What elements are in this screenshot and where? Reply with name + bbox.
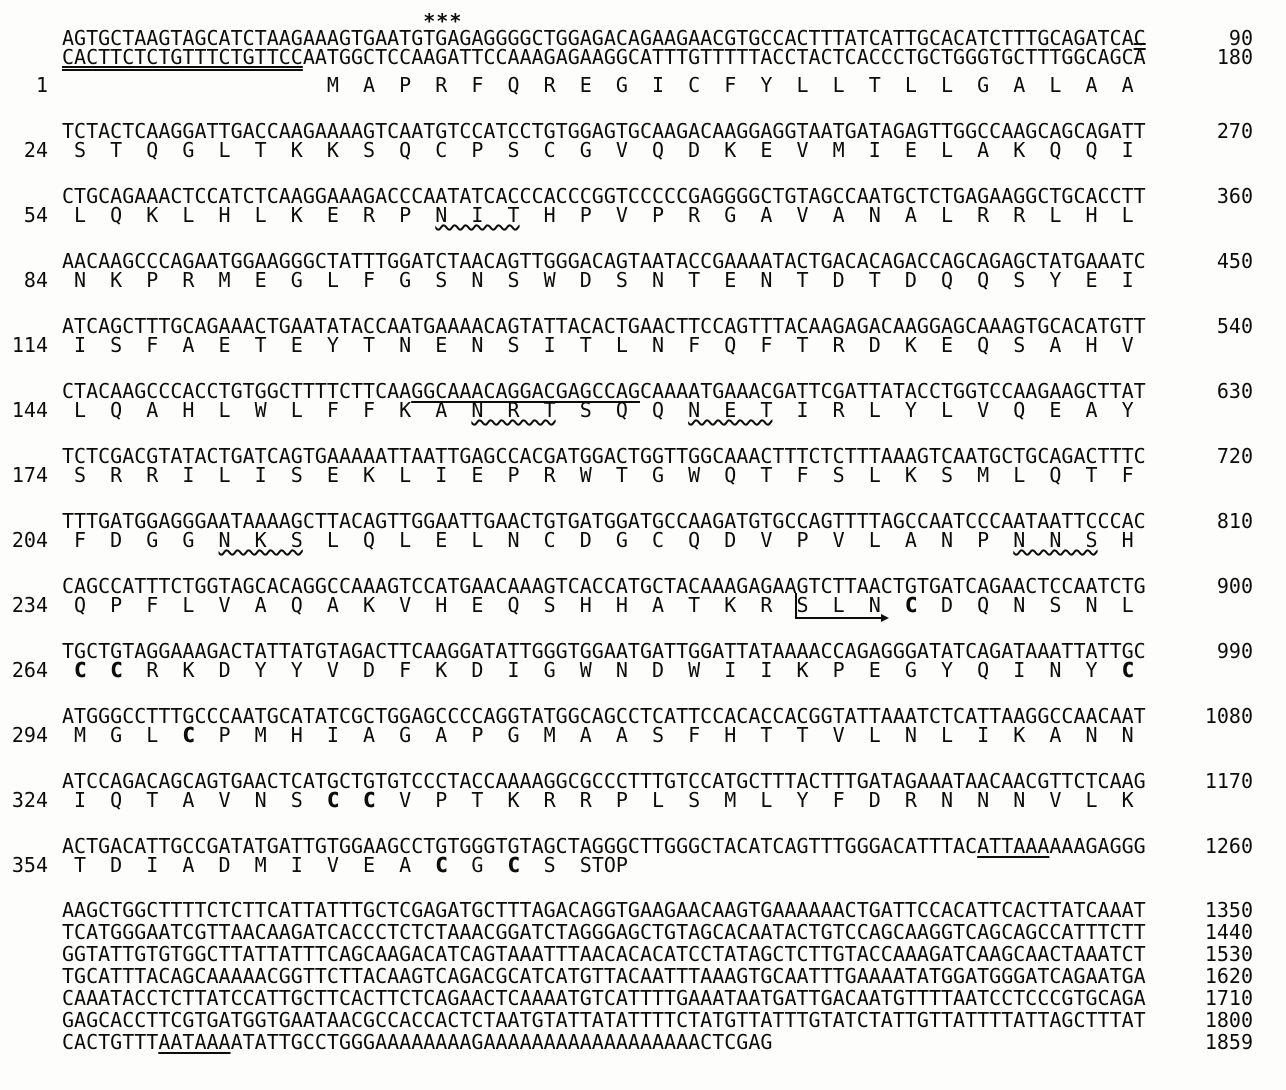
sequence-block: [0, 119, 1286, 162]
sequence-text: [62, 268, 1147, 292]
seq-segment: TCATGGGAATCGTTAACAAGATCACCCTCTCTAAACGGATCTAGGGAGCTGTAGCACAATACTGTCCAGCAAGGTCAGCAGCCATTTCTT: [62, 920, 1146, 944]
nucleotide-number-right: 360: [1216, 184, 1253, 208]
seq-segment: AAAGAGGG: [1049, 834, 1146, 858]
seq-segment: F D G G: [62, 528, 219, 552]
residue-number-left: 114: [11, 333, 48, 357]
amino-acid-row: [0, 268, 1286, 292]
sequence-block: [0, 834, 1286, 877]
seq-segment: AACAAGCCCAGAATGGAAGGGCTATTTGGATCTAACAGTTGGGACAGTAATACCGAAAATACTGACACAGACCAGCAGAGCTATGAAATC: [62, 249, 1146, 273]
seq-segment: D Q N S N L: [916, 593, 1146, 617]
nucleotide-number-right: 990: [1216, 639, 1253, 663]
seq-annotated-segment-b: C: [435, 853, 448, 877]
seq-segment: [62, 658, 74, 682]
nucleotide-number-right: 630: [1216, 379, 1253, 403]
nucleotide-number-right: 1440: [1204, 920, 1253, 944]
residue-number-left: 294: [11, 723, 48, 747]
sequence-block: [0, 379, 1286, 422]
seq-segment: CAAATACCTCTTATCCATTGCTTCACTTCTCAGAACTCAAAATGTCATTTTGAAATAATGATTGACAATGTTTTAATCCTCCCGTGCAGA: [62, 986, 1146, 1010]
seq-segment: ATCCAGACAGCAGTGAACTCATGCTGTGTCCCTACCAAAAGGCGCCCTTTGTCCATGCTTTACTTTGATAGAAATAACAACGTTCTCAAG: [62, 769, 1146, 793]
seq-segment: TCTCGACGTATACTGATCAGTGAAAAATTAATTGAGCCACGATGGACTGGTTGGCAAACTTTCTCTTTAAAGTCAATGCTGCAGACTTTC: [62, 444, 1146, 468]
residue-number-left: [0, 987, 48, 1009]
nucleotide-number-right: [1147, 206, 1253, 225]
residue-number-left: 354: [11, 853, 48, 877]
sequence-block: [0, 639, 1286, 682]
seq-segment: S R R I L I S E K L I E P R W T G W Q T F S L K S M L Q T F: [62, 463, 1146, 487]
residue-number-left: 144: [11, 398, 48, 422]
seq-segment: H P V P R G A V A N A L R R L H L: [519, 203, 1146, 227]
residue-number-left: [0, 921, 48, 943]
sequence-block: [0, 574, 1286, 617]
seq-segment: GGTATTGTGTGGCTTATTATTTCAGCAAGACATCAGTAAATTTAACACACATCCTATAGCTCTTGTACCAAAGATCAAGCAACTAAATCT: [62, 942, 1146, 966]
sequence-text: [62, 658, 1147, 682]
nucleotide-number-right: 450: [1216, 249, 1253, 273]
seq-segment: M G L: [62, 723, 183, 747]
nucleotide-number-right: 1170: [1204, 769, 1253, 793]
sequence-text: [62, 987, 1147, 1009]
seq-segment: ATATTGCCTGGGAAAAAAAAGAAAAAAAAAAAAAAAAAACTCGAG: [230, 1030, 773, 1054]
nucleotide-number-right: 180: [1216, 45, 1253, 69]
nucleotide-number-right: 1620: [1204, 964, 1253, 988]
seq-segment: TTTGATGGAGGGAATAAAAGCTTACAGTTGGAATTGAACTGTGATGGATGCCAAGATGTGCCAGTTTTAGCCAATCCCAATAATTCCCAC: [62, 509, 1146, 533]
seq-annotated-segment-wavy: N E T: [688, 398, 773, 422]
residue-number-left: [0, 48, 48, 67]
sequence-block: [0, 444, 1286, 487]
seq-segment: ATGGGCCTTTGCCCAATGCATATCGCTGGAGCCCCAGGTATGGCAGCCTCATTCCACACCACGGTATTAAATCTCATTAAGGCCAACAAT: [62, 704, 1146, 728]
seq-segment: CTACAAGCCCACCTGTGGCTTTTCTTCAA: [62, 379, 412, 403]
seq-segment: L Q L E L N C D G C Q D V P V L A N P: [302, 528, 1014, 552]
nucleotide-number-right: 900: [1216, 574, 1253, 598]
nucleotide-number-right: 1800: [1204, 1008, 1253, 1032]
nucleotide-number-right: 720: [1216, 444, 1253, 468]
nucleotide-number-right: 1859: [1204, 1030, 1253, 1054]
nucleotide-number-right: [1147, 336, 1253, 355]
seq-segment: AATGGCTCCAAGATTCCAAAGAGAAGGCATTTGTTTTTACCTACTCACCCTGCTGGGTGCTTTGGCAGC: [302, 45, 1134, 69]
nucleotide-number-right: 1350: [1204, 898, 1253, 922]
nucleotide-number-right: 90: [1228, 26, 1253, 50]
sequence-text: [62, 965, 1147, 987]
seq-annotated-segment-nterm: S L N: [796, 593, 881, 617]
seq-segment: CAAAATGAAACGATTCGATTATACCTGGTCCAAGAAGCTTAT: [639, 379, 1146, 403]
seq-segment: L Q A H L W L F F K A: [62, 398, 472, 422]
nucleotide-number-right: [1147, 531, 1253, 550]
seq-annotated-segment-b: C: [326, 788, 339, 812]
sequence-text: [62, 333, 1147, 357]
seq-annotated-segment-wavy: N K S: [218, 528, 303, 552]
seq-segment: AGTGCTAAGTAGCATCTAAGAAAGTGAATGTGAGAGGGGCTGGAGACAGAAGAACGTGCCACTTTATCATTGCACATCTTTGCAGATCA: [62, 26, 1134, 50]
seq-annotated-segment-ul: ATTAAA: [977, 834, 1050, 858]
residue-number-left: [0, 14, 48, 29]
residue-number-left: 84: [23, 268, 48, 292]
nucleotide-number-right: 1710: [1204, 986, 1253, 1010]
seq-segment: M A P R F Q R E G I C F Y L L T L L G A L A A: [62, 73, 1146, 97]
seq-segment: I S F A E T E Y T N E N S I T L N F Q F T R D K E Q S A H V: [62, 333, 1146, 357]
residue-number-left: [0, 899, 48, 921]
amino-acid-row: [0, 463, 1286, 487]
utr-nucleotide-row: [0, 899, 1286, 921]
nucleotide-number-right: [1147, 466, 1253, 485]
sequence-text: [62, 899, 1147, 921]
nucleotide-number-right: 1080: [1204, 704, 1253, 728]
sequence-text: [62, 138, 1147, 162]
nucleotide-number-right: [1147, 271, 1253, 290]
utr-nucleotide-row: [0, 987, 1286, 1009]
amino-acid-row: [0, 528, 1286, 552]
nucleotide-number-right: [1147, 596, 1253, 615]
sequence-text: [62, 593, 1147, 617]
sequence-text: [62, 463, 1147, 487]
residue-number-left: [0, 1009, 48, 1031]
amino-acid-row: [0, 723, 1286, 747]
seq-segment: ACTGACATTGCCGATATGATTGTGGAAGCCTGTGGGTGTAGCTAGGGCTTGGGCTACATCAGTTTGGGACATTTAC: [62, 834, 978, 858]
nucleotide-number-right: 1260: [1204, 834, 1253, 858]
residue-number-left: 54: [23, 203, 48, 227]
seq-segment: [339, 788, 363, 812]
residue-number-left: 1: [35, 73, 48, 97]
utr-nucleotide-row: [0, 1031, 1286, 1053]
seq-segment: ATCAGCTTTGCAGAAACTGAATATACCAATGAAAACAGTATTACACTGAACTTCCAGTTTACAAGAGACAAGGAGCAAAGTGCACATGTT: [62, 314, 1146, 338]
residue-number-left: 24: [23, 138, 48, 162]
sequence-text: [62, 203, 1147, 227]
seq-segment: S T Q G L T K K S Q C P S C G V Q D K E V M I E L A K Q Q I: [62, 138, 1146, 162]
seq-segment: I R L Y L V Q E A Y: [772, 398, 1146, 422]
nucleotide-number-right: [1147, 401, 1253, 420]
seq-annotated-segment-wavy: N R T: [471, 398, 556, 422]
nucleotide-number-right: 810: [1216, 509, 1253, 533]
seq-annotated-segment-st: ***: [423, 9, 463, 33]
seq-annotated-segment-b: C: [363, 788, 376, 812]
sequence-text: [62, 73, 1147, 97]
seq-segment: [1134, 658, 1146, 682]
seq-segment: N K P R M E G L F G S N S W D S N T E N T D T D Q Q S Y E I: [62, 268, 1146, 292]
sequence-text: [62, 921, 1147, 943]
seq-annotated-segment-b: C: [507, 853, 520, 877]
seq-segment: TGCTGTAGGAAAGACTATTATGTAGACTTCAAGGATATTGGGTGGAATGATTGGATTATAAAACCAGAGGGATATCAGATAAATTATTGC: [62, 639, 1146, 663]
seq-annotated-segment-b: C: [1121, 658, 1134, 682]
nucleotide-number-right: 1530: [1204, 942, 1253, 966]
seq-annotated-segment-b: C: [182, 723, 195, 747]
nucleotide-number-right: [1147, 661, 1253, 680]
nucleotide-number-right: 540: [1216, 314, 1253, 338]
utr-nucleotide-row: [0, 921, 1286, 943]
amino-acid-row: [0, 853, 1286, 877]
residue-number-left: 324: [11, 788, 48, 812]
sequence-block: [0, 704, 1286, 747]
residue-number-left: [0, 1031, 48, 1053]
seq-segment: L Q K L H L K E R P: [62, 203, 436, 227]
seq-segment: V P T K R R P L S M L Y F D R N N N V L K: [375, 788, 1146, 812]
nucleotide-number-right: [1147, 726, 1253, 745]
amino-acid-row: [0, 73, 1286, 97]
seq-segment: R K D Y Y V D F K D I G W N D W I I K P E G Y Q I N Y: [122, 658, 1122, 682]
seq-segment: [86, 658, 110, 682]
seq-segment: CTGCAGAAACTCCATCTCAAGGAAAGACCCAATATCACCCACCCGGTCCCCCGAGGGGCTGTAGCCAATGCTCTGAGAAGGCTGCACCTT: [62, 184, 1146, 208]
nucleotide-number-right: 270: [1216, 119, 1253, 143]
sequence-block: [0, 509, 1286, 552]
sequence-block: [0, 314, 1286, 357]
seq-annotated-segment-ul: C: [1133, 26, 1146, 50]
sequence-block: [0, 184, 1286, 227]
nucleotide-number-right: [1147, 141, 1253, 160]
amino-acid-row: [0, 138, 1286, 162]
seq-segment: TCTACTCAAGGATTGACCAAGAAAAGTCAATGTCCATCCTGTGGAGTGCAAGACAAGGAGGTAATGATAGAGTTGGCCAAGCAGCAGATT: [62, 119, 1146, 143]
nucleotide-row: [0, 45, 1286, 69]
amino-acid-row: [0, 333, 1286, 357]
seq-annotated-segment-ov: $\overline{A}$: [1133, 45, 1146, 69]
sequence-text: [62, 1009, 1147, 1031]
seq-segment: CAGCCATTTCTGGTAGCACAGGCCAAAGTCCATGAACAAAGTCACCATGCTACAAAGAGAAGTCTTAACTGTGATCAGAACTCCAATCTG: [62, 574, 1146, 598]
seq-annotated-segment-ul2: CACTTCTCTGTTTCTGTTCC: [62, 45, 303, 69]
seq-segment: GAGCACCTTCGTGATGGTGAATAACGCCACCACTCTAATGTATTATATTTTCTATGTTATTTGTATCTATTGTTATTTTATTAGCTTTAT: [62, 1008, 1146, 1032]
residue-number-left: [0, 29, 48, 48]
sequence-text: [62, 723, 1147, 747]
utr-nucleotide-row: [0, 1009, 1286, 1031]
nucleotide-number-right: [1147, 76, 1253, 95]
seq-segment: S STOP: [519, 853, 628, 877]
seq-segment: TGCATTTACAGCAAAAACGGTTCTTACAAGTCAGACGCATCATGTTACAATTTAAAGTGCAATTTGAAAATATGGATGGGATCAGAATGA: [62, 964, 1146, 988]
nucleotide-number-right: [1147, 791, 1253, 810]
amino-acid-row: [0, 398, 1286, 422]
residue-number-left: 174: [11, 463, 48, 487]
residue-number-left: [0, 943, 48, 965]
amino-acid-row: [0, 658, 1286, 682]
seq-annotated-segment-ul: GGCAAACAGGACGAGCCAG: [411, 379, 640, 403]
nucleotide-number-right: [1147, 856, 1253, 875]
seq-segment: Q P F L V A Q A K V H E Q S H H A T K R: [62, 593, 797, 617]
seq-segment: CACTGTTT: [62, 1030, 159, 1054]
sequence-text: [62, 528, 1147, 552]
seq-annotated-segment-b: C: [74, 658, 87, 682]
seq-segment: I Q T A V N S: [62, 788, 327, 812]
sequence-block: [0, 249, 1286, 292]
amino-acid-row: [0, 593, 1286, 617]
seq-segment: G: [447, 853, 508, 877]
seq-annotated-segment-wavy: N I T: [435, 203, 520, 227]
sequence-text: [62, 1031, 1147, 1053]
residue-number-left: [0, 965, 48, 987]
sequence-text: [62, 943, 1147, 965]
seq-annotated-segment-ul: AATAAA: [158, 1030, 231, 1054]
seq-annotated-segment-b: C: [110, 658, 123, 682]
sequence-text: [62, 398, 1147, 422]
utr-nucleotide-row: [0, 965, 1286, 987]
sequence-block: [0, 769, 1286, 812]
seq-segment: P M H I A G A P G M A A S F H T T V L N L I K A N N: [194, 723, 1146, 747]
sequence-text: [62, 45, 1147, 69]
sequence-block: [0, 899, 1286, 1053]
amino-acid-row: [0, 788, 1286, 812]
utr-nucleotide-row: [0, 943, 1286, 965]
sequence-text: [62, 788, 1147, 812]
seq-segment: AAGCTGGCTTTTCTCTTCATTATTTGCTCGAGATGCTTTAGACAGGTGAAGAACAAGTGAAAAAACTGATTCCACATTCACTTATCAAAT: [62, 898, 1146, 922]
residue-number-left: 234: [11, 593, 48, 617]
seq-segment: T D I A D M I V E A: [62, 853, 436, 877]
sequence-block: [0, 9, 1286, 97]
residue-number-left: 264: [11, 658, 48, 682]
seq-annotated-segment-b: C: [904, 593, 917, 617]
residue-number-left: 204: [11, 528, 48, 552]
seq-segment: H: [1097, 528, 1146, 552]
sequence-text: [62, 853, 1147, 877]
seq-segment: S Q Q: [555, 398, 689, 422]
amino-acid-row: [0, 203, 1286, 227]
seq-annotated-segment-wavy: N N S: [1013, 528, 1098, 552]
